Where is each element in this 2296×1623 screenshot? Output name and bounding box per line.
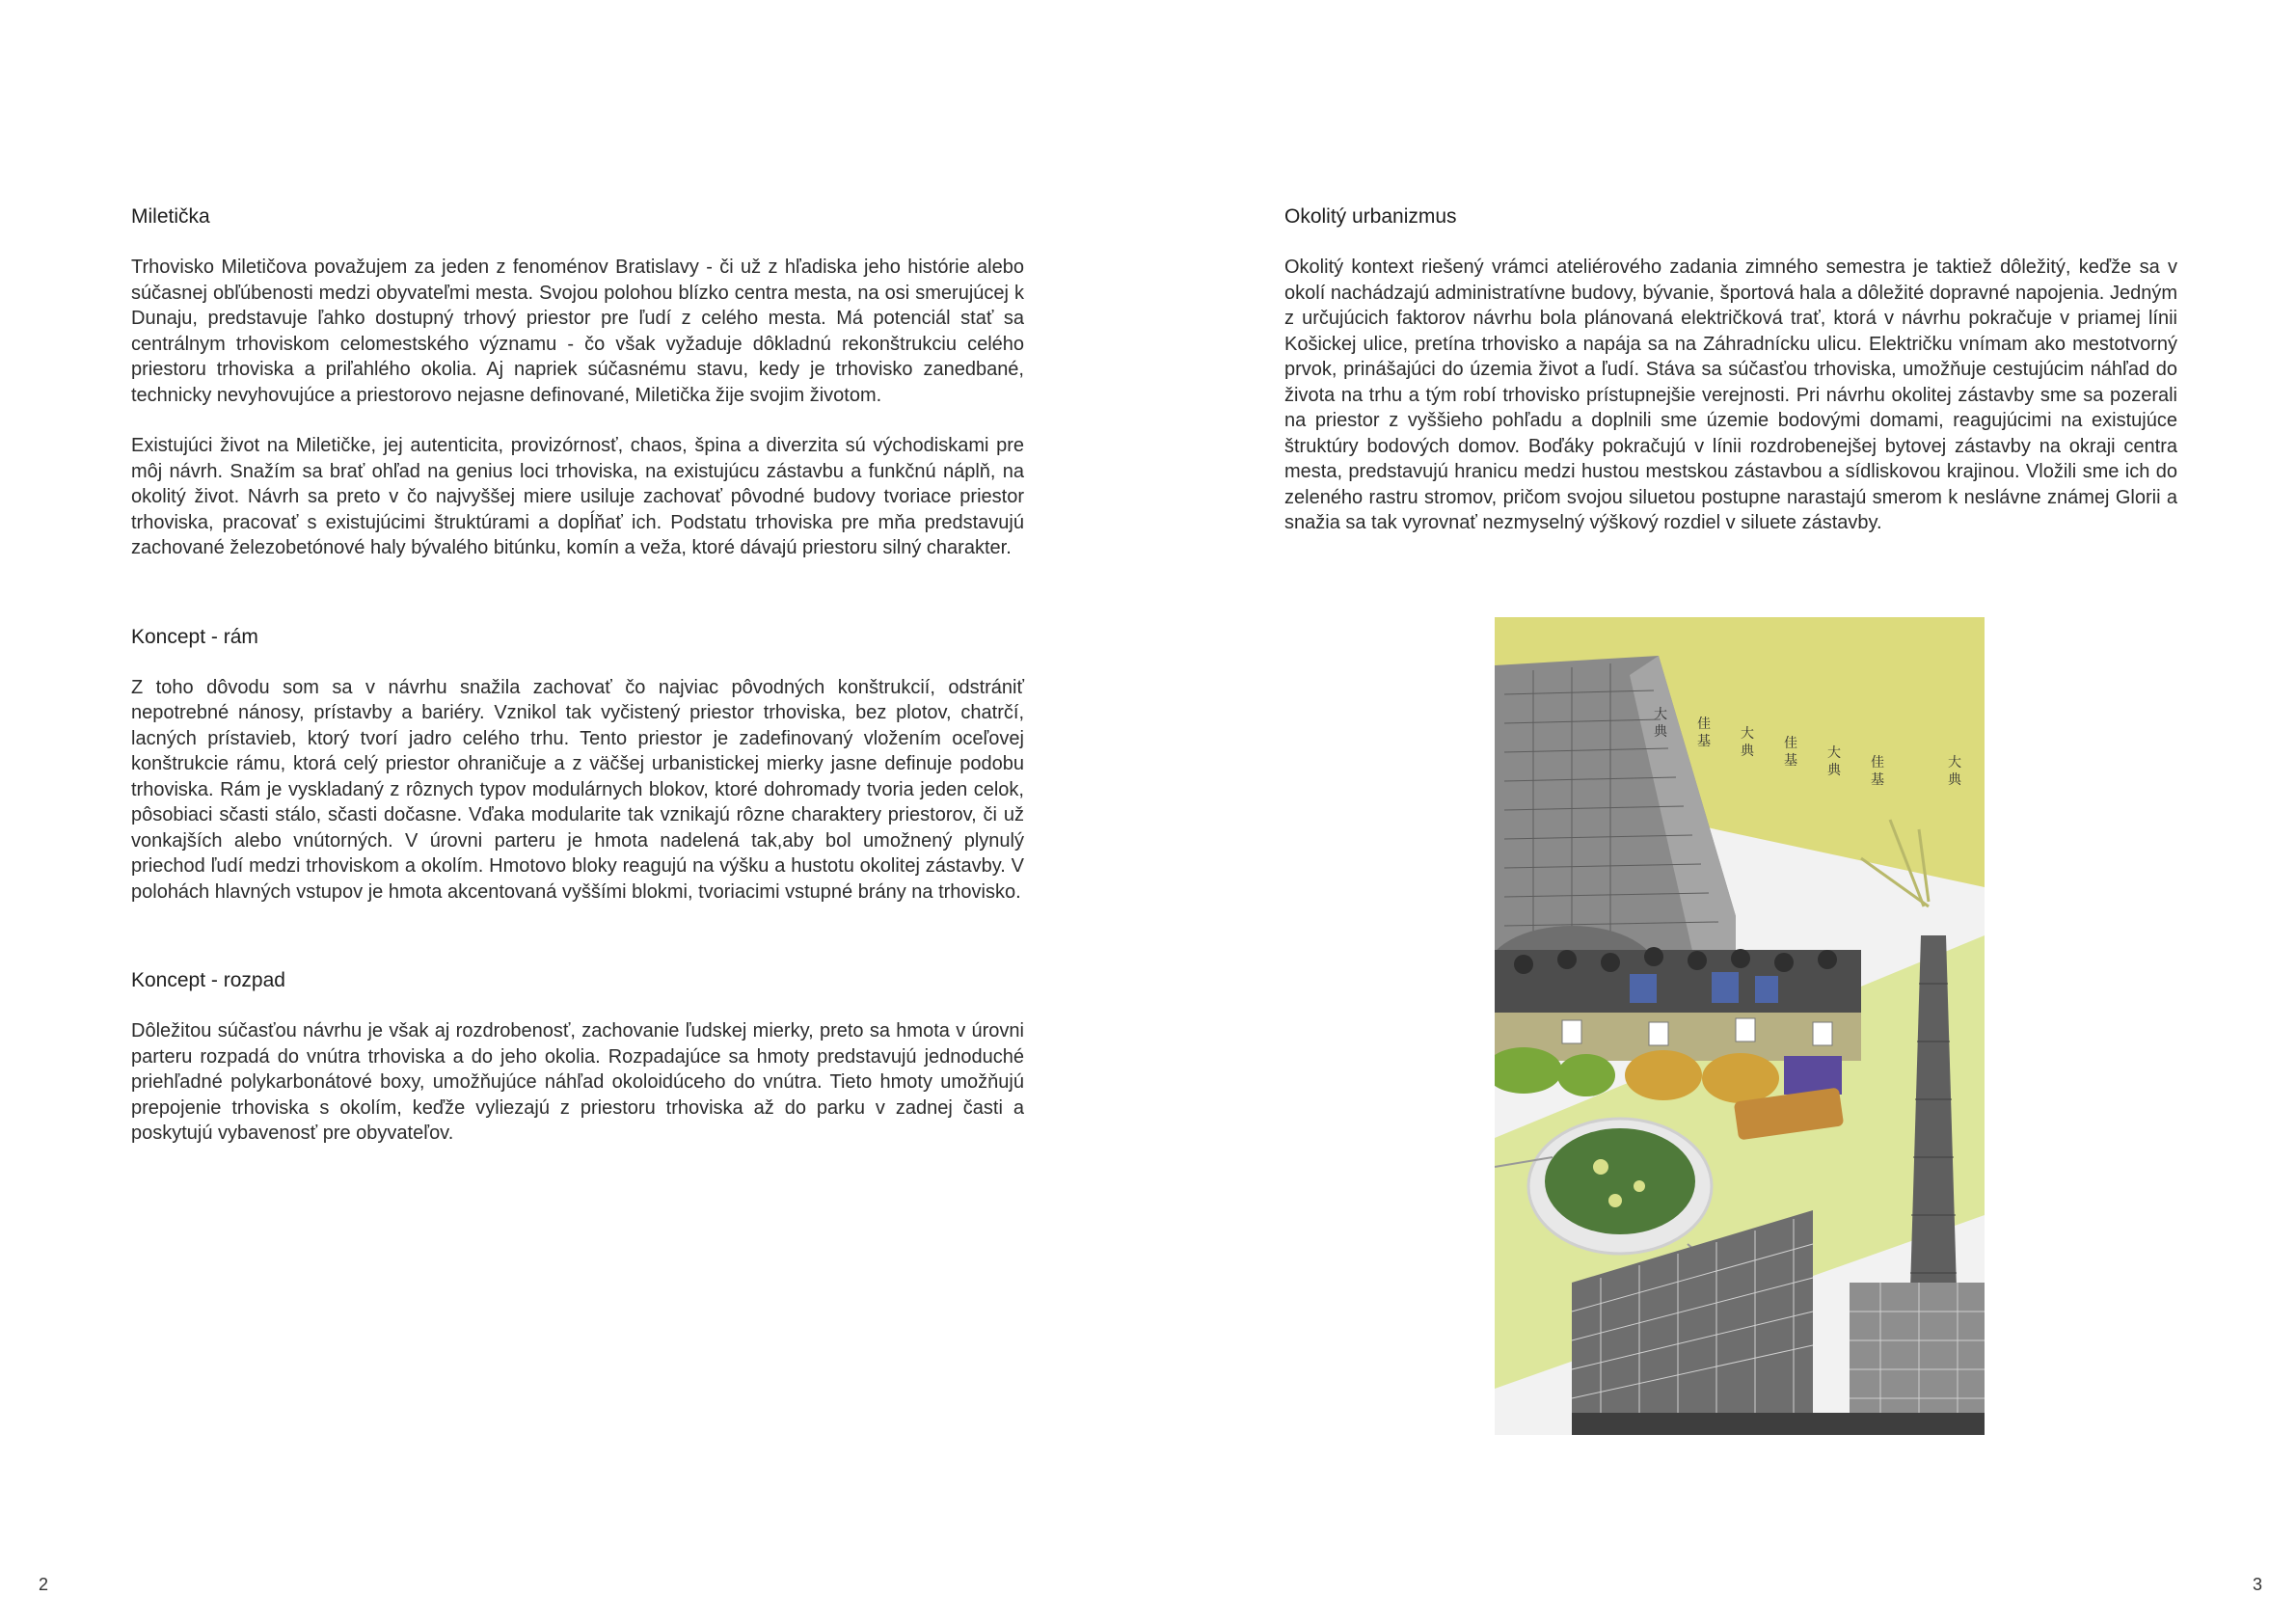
signage-glyph: 典 — [1827, 762, 1841, 777]
section-gap — [131, 586, 1024, 625]
paragraph: Existujúci život na Miletičke, jej autenticita, provizórnosť, chaos, špina a diverzita sú východiskami pre môj návrh. Snažím sa brať ohľad na genius loci trhoviska, na existujúcu zástavbu a funkčnú náplň, na okolitý život. Návrh sa preto v čo najvyššej miere usiluje zachovať pôvodné budovy tvoriace priestor trhoviska, pracovať s existujúcimi štruktúrami a dopĺňať ich. Podstatu trhoviska pre mňa predstavujú zachované železobetónové haly bývalého bitúnku, komín a veža, ktoré dávajú priestoru silný charakter. — [131, 435, 1024, 558]
page-number-right: 3 — [2252, 1575, 2262, 1594]
ground-strip — [1572, 1413, 1985, 1435]
paragraph: Okolitý kontext riešený vrámci ateliérového zadania zimného semestra je taktiež dôležitý, keďže sa v okolí nachádzajú administratívne budovy, bývanie, športová hala a dôležité dopravné napojenia. Jedným z určujúcich faktorov návrhu bola plánovaná električková trať, ktorá v návrhu pokračuje v priamej línii Košickej ulice, pretína trhovisko a napája sa na Záhradnícku ulicu. Električku vnímam ako mestotvorný prvok, prinášajúci do územia život a ľudí. Stáva sa súčasťou trhoviska, umožňuje cestujúcim náhľad do života na trhu a tým robí trhovisko prístupnejšie verejnosti. Pri návrhu okolitej zástavby sme sa pozerali na priestor z vyššieho pohľadu a doplnili sme územie bodovými domami, reagujúcimi na existujúce štruktúry bodových domov. Boďáky pokračujú v línii rozdrobenejšej bytovej zástavby na okraji centra mesta, predstavujú hranicu medzi hustou mestskou zástavbou a sídliskovou krajinou. Vložili sme ich do zeleného rastru stromov, pričom svojou siluetou postupne narastajú smerom k neslávne známej Glorii a snažia sa tak vyrovnať nezmyselný výškový rozdiel v siluete zástavby. — [1284, 257, 2177, 533]
signage-glyph: 佳 — [1697, 716, 1711, 731]
signage-glyph: 典 — [1654, 723, 1667, 739]
signage-glyph: 典 — [1948, 771, 1961, 787]
left-text-column — [131, 204, 1024, 1172]
page-number-left: 2 — [39, 1575, 49, 1594]
soup-content — [1545, 1128, 1695, 1234]
market-crowd — [1495, 950, 1861, 1013]
signage-glyph: 佳 — [1871, 754, 1884, 770]
right-page — [1148, 0, 2295, 1623]
signage-glyph: 大 — [1654, 706, 1667, 721]
side-building — [1850, 1283, 1985, 1435]
signage-glyph: 基 — [1697, 733, 1711, 748]
signage-glyph: 典 — [1741, 743, 1754, 758]
signage-glyph: 基 — [1784, 752, 1797, 768]
section-title-koncept-ram: Koncept - rám — [131, 625, 258, 648]
section-gap — [131, 930, 1024, 968]
signage-glyph: 大 — [1948, 754, 1961, 770]
signage-glyph: 大 — [1827, 744, 1841, 760]
paragraph: Dôležitou súčasťou návrhu je však aj rozdrobenosť, zachovanie ľudskej mierky, preto sa hmota v úrovni parteru rozpadá do vnútra trhoviska a do jeho okolia. Rozpadajúce sa hmoty predstavujú jednoduché priehľadné polykarbonátové boxy, umožňujúce náhľad okoloidúceho do vnútra. Tieto hmoty umožňujú prepojenie trhoviska s okolím, keďže vyliezajú z priestoru trhoviska až do parku v zadnej časti a poskytujú vybavenosť pre obyvateľov. — [131, 1020, 1024, 1144]
collage-illustration — [1495, 617, 1985, 1435]
market-collage-image — [1495, 617, 1985, 1435]
signage-glyph: 基 — [1871, 771, 1884, 787]
section-title-miletička: Miletička — [131, 205, 210, 228]
section-title-koncept-rozpad: Koncept - rozpad — [131, 969, 285, 991]
paragraph: Trhovisko Miletičova považujem za jeden z fenoménov Bratislavy - či už z hľadiska jeho histórie alebo súčasnej obľúbenosti medzi obyvateľmi mesta. Svojou polohou blízko centra mesta, na osi smerujúcej k Dunaju, predstavuje ľahko dostupný trhový priestor pre ľudí z celého mesta. Má potenciál stať sa centrálnym trhoviskom celomestského významu - čo však vyžaduje dôkladnú rekonštrukciu celého priestoru trhoviska a priľahlého okolia. Aj napriek súčasnému stavu, kedy je trhovisko zanedbané, technicky nevyhovujúce a priestorovo nejasne definované, Miletička žije svojim životom. — [131, 257, 1024, 406]
paragraph: Z toho dôvodu som sa v návrhu snažila zachovať čo najviac pôvodných konštrukcií, odstrániť nepotrebné nánosy, prístavby a bariéry. Vznikol tak vyčistený priestor trhoviska, bez plotov, chatrčí, lacných prístaviеb, ktorý tvorí jadro celého trhu. Tento priestor je zadefinovaný vložením oceľovej konštrukcie rámu, ktorá celý priestor ohraničuje a z väčšej urbanistickej mierky jasne definuje podobu trhoviska. Rám je vyskladaný z rôznych typov modulárnych blokov, ktoré dohromady tvoria jeden celok, pôsobiaci sčasti stálo, sčasti dočasne. Vďaka modularite tak vznikajú rôzne charaktery priestorov, či už vonkajších alebo vnútorných. V úrovni parteru je hmota nadelená tak,aby bol umožnený plynulý priechod ľudí medzi trhoviskom a okolím. Hmotovo bloky reagujú na výšku a hustotu okolitej zástavby. V polohách hlavných vstupov je hmota akcentovaná vyššími blokmi, tvoriacimi vstupné brány na trhovisko. — [131, 676, 1024, 903]
signage-glyph: 大 — [1741, 725, 1754, 741]
section-title-okolity-urbanizmus: Okolitý urbanizmus — [1284, 205, 1457, 228]
right-text-column — [1284, 204, 2177, 561]
signage-glyph: 佳 — [1784, 735, 1797, 750]
